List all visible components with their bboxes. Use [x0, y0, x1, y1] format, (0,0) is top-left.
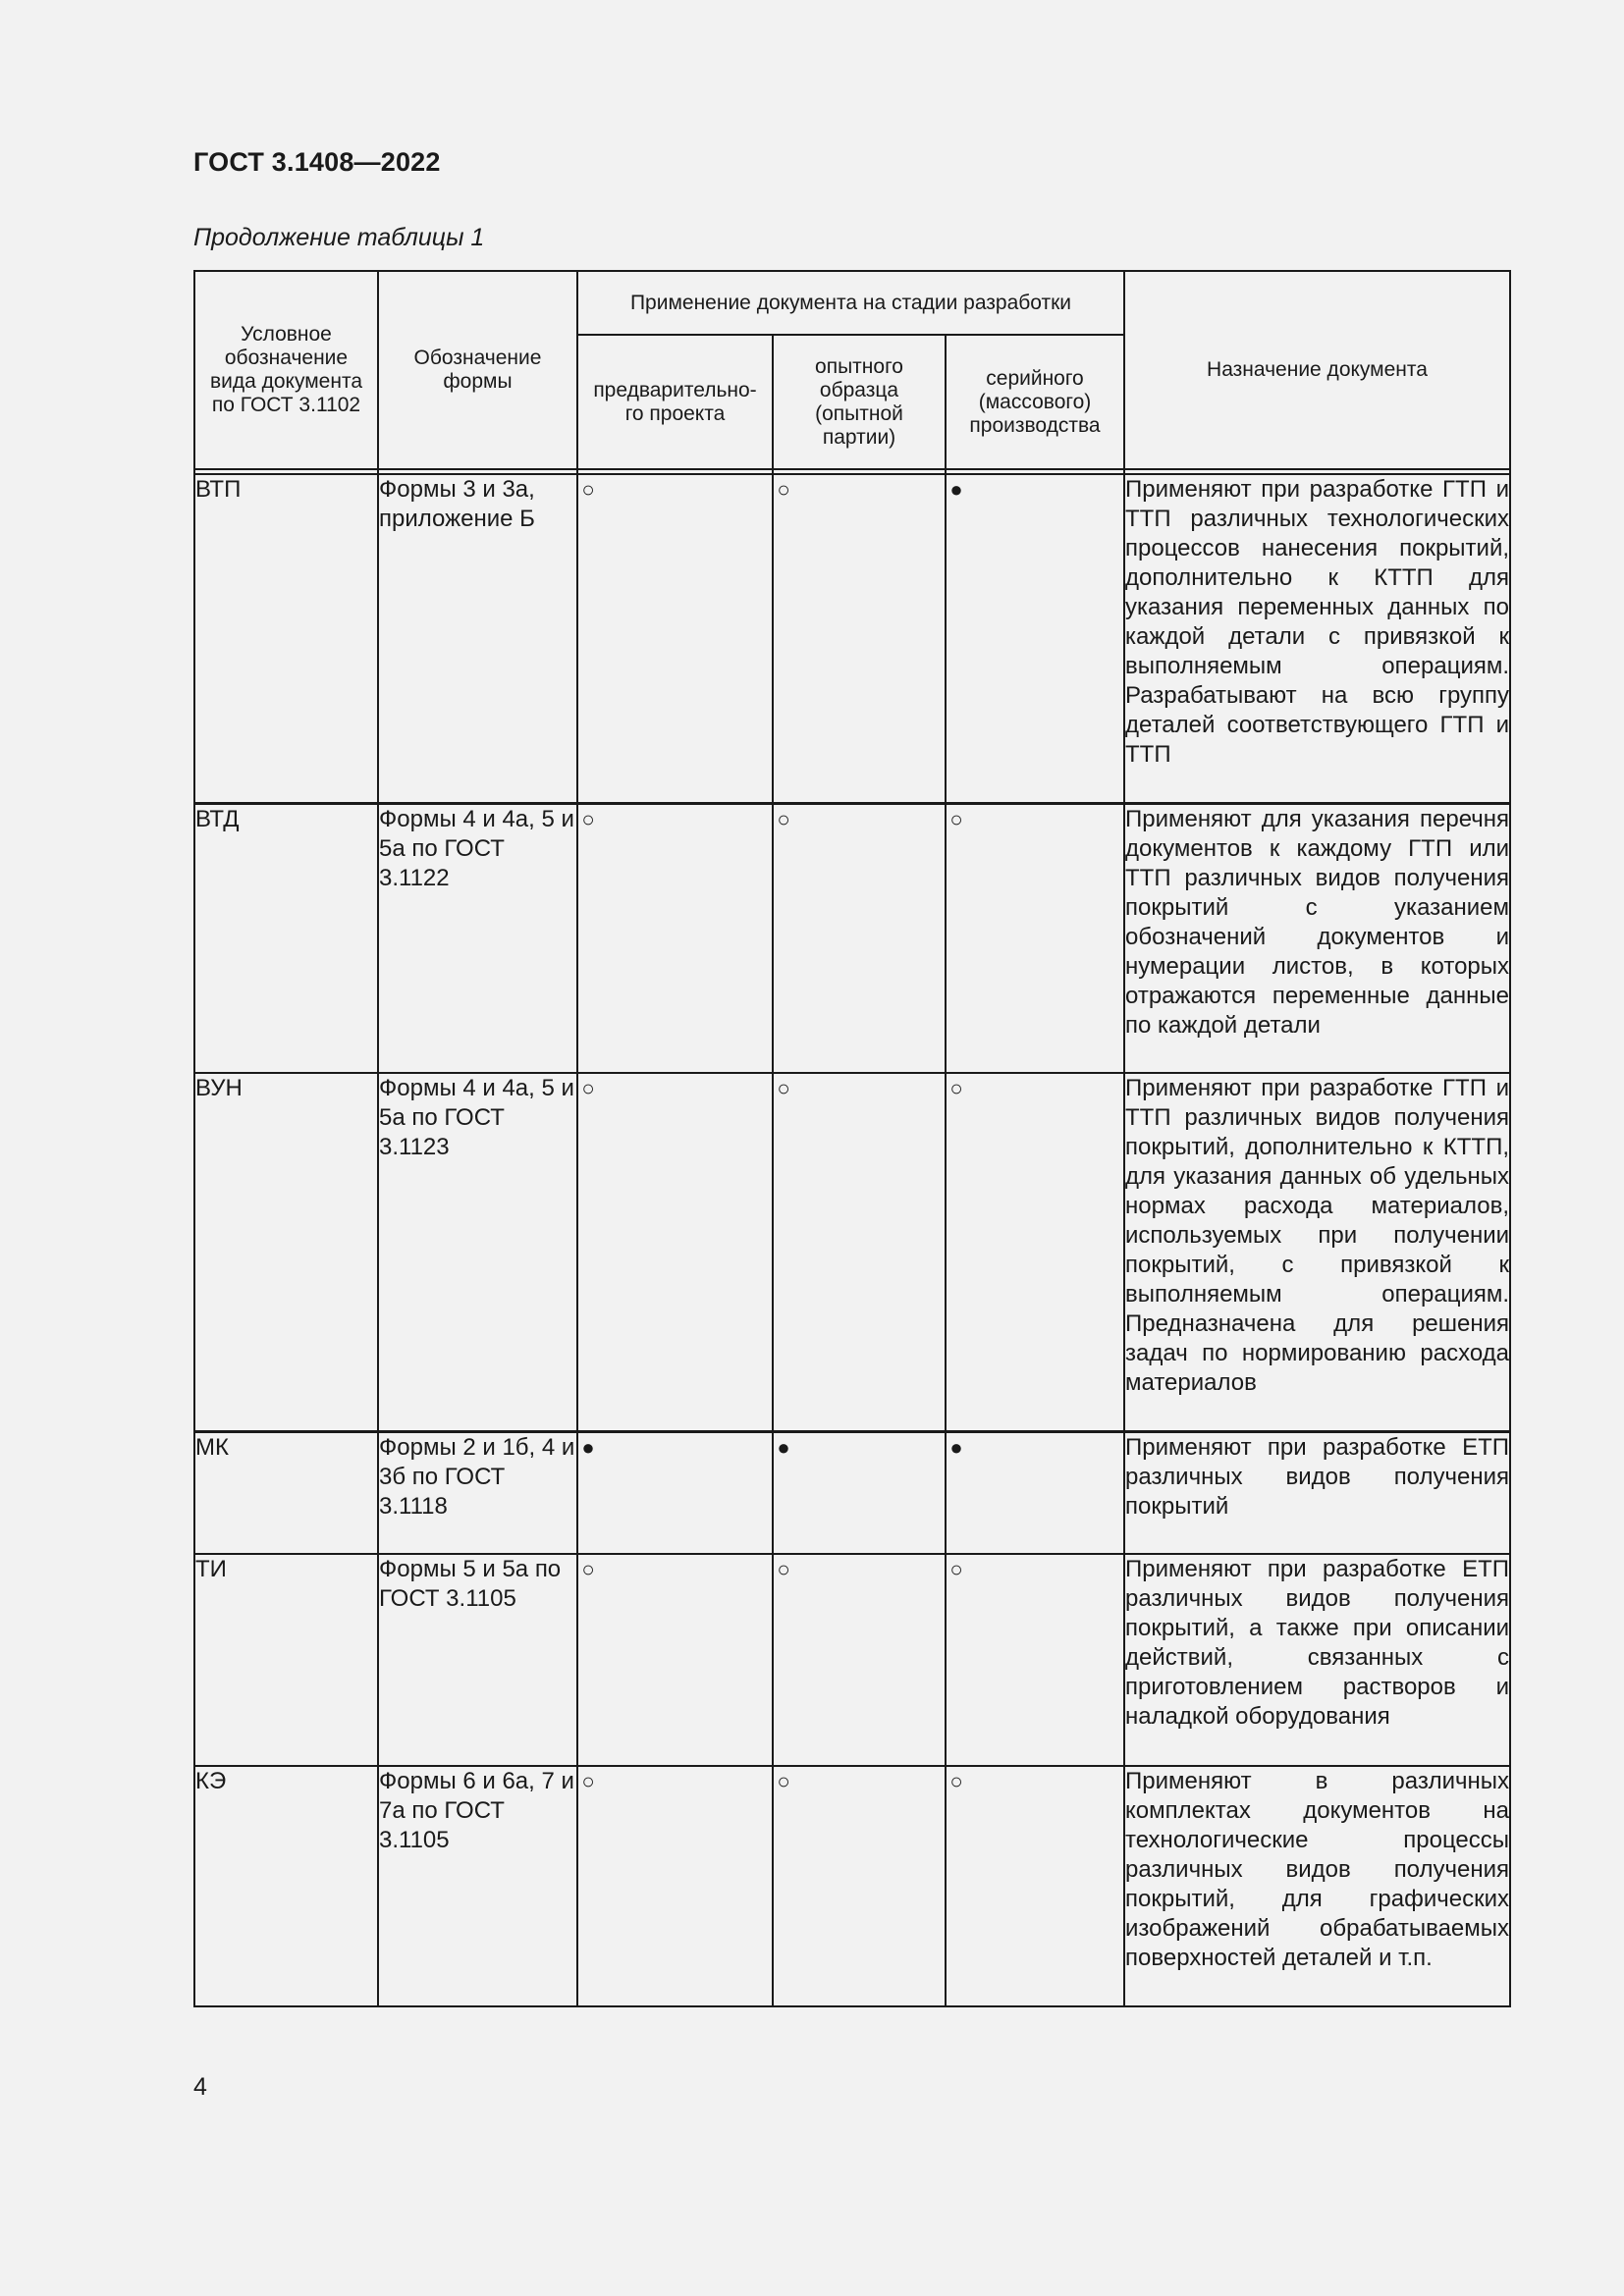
cell-stage-preliminary: [577, 1431, 773, 1554]
cell-stage-prototype: [773, 1554, 946, 1766]
cell-stage-serial: [946, 1073, 1124, 1431]
cell-stage-prototype: [773, 1766, 946, 2006]
mark-mandatory-icon: ●: [581, 1434, 595, 1460]
cell-stage-serial: [946, 1431, 1124, 1554]
cell-code: ВТД: [194, 803, 378, 1073]
cell-stage-preliminary: [577, 1766, 773, 2006]
col-header-stage-group: Применение документа на стадии разработки: [577, 271, 1124, 335]
cell-form: Формы 3 и 3а, приложение Б: [378, 474, 577, 803]
cell-stage-serial: [946, 803, 1124, 1073]
cell-code: ВТП: [194, 474, 378, 803]
mark-optional-icon: ○: [777, 1557, 790, 1581]
document-header: ГОСТ 3.1408—2022: [193, 147, 441, 177]
mark-mandatory-icon: ●: [949, 477, 963, 502]
mark-optional-icon: ○: [949, 1557, 963, 1581]
cell-form: Формы 4 и 4а, 5 и 5а по ГОСТ 3.1123: [378, 1073, 577, 1431]
mark-optional-icon: ○: [581, 806, 595, 831]
mark-optional-icon: ○: [777, 477, 790, 502]
cell-stage-prototype: [773, 1431, 946, 1554]
mark-optional-icon: ○: [777, 806, 790, 831]
col-header-stage-serial: серийного (массового) производства: [946, 335, 1124, 469]
mark-mandatory-icon: ●: [777, 1434, 790, 1460]
cell-stage-preliminary: [577, 1073, 773, 1431]
col-header-stage-preliminary: предварительно-го проекта: [577, 335, 773, 469]
cell-stage-prototype: [773, 474, 946, 803]
cell-stage-prototype: [773, 803, 946, 1073]
mark-optional-icon: ○: [949, 1076, 963, 1100]
cell-code: КЭ: [194, 1766, 378, 2006]
col-header-purpose: Назначение документа: [1124, 271, 1510, 469]
cell-stage-serial: [946, 474, 1124, 803]
mark-optional-icon: ○: [581, 1769, 595, 1793]
page-number: 4: [193, 2073, 207, 2101]
cell-purpose: Применяют при разработке ГТП и ТТП различных технологических процессов нанесения покрытий, дополнительно к КТТП для указания переменных данных по каждой детали с привязкой к выполняемым операциям. Разрабатывают на всю группу деталей соответствующего ГТП и ТТП: [1124, 474, 1510, 803]
mark-optional-icon: ○: [949, 1769, 963, 1793]
table-row: [194, 1554, 1510, 1766]
mark-optional-icon: ○: [581, 477, 595, 502]
col-header-form: Обозначение формы: [378, 271, 577, 469]
cell-purpose: Применяют при разработке ЕТП различных видов получения покрытий, а также при описании действий, связанных с приготовлением растворов и наладкой оборудования: [1124, 1554, 1510, 1766]
cell-stage-serial: [946, 1766, 1124, 2006]
documents-table: [193, 270, 1511, 2007]
cell-stage-preliminary: [577, 803, 773, 1073]
table-row: [194, 803, 1510, 1073]
mark-optional-icon: ○: [949, 806, 963, 831]
col-header-stage-prototype: опытного образца (опытной партии): [773, 335, 946, 469]
mark-optional-icon: ○: [777, 1769, 790, 1793]
cell-code: МК: [194, 1431, 378, 1554]
col-header-code: Условное обозначение вида документа по ГОСТ 3.1102: [194, 271, 378, 469]
table-caption: Продолжение таблицы 1: [193, 224, 485, 251]
cell-purpose: Применяют в различных комплектах документов на технологические процессы различных видов получения покрытий, для графических изображений обрабатываемых поверхностей деталей и т.п.: [1124, 1766, 1510, 2006]
table-row: [194, 474, 1510, 803]
cell-code: ВУН: [194, 1073, 378, 1431]
table-row: [194, 1766, 1510, 2006]
mark-optional-icon: ○: [581, 1076, 595, 1100]
cell-stage-serial: [946, 1554, 1124, 1766]
cell-purpose: Применяют при разработке ГТП и ТТП различных видов получения покрытий, дополнительно к КТТП, для указания данных об удельных нормах расхода материалов, используемых при получении покрытий, с привязкой к выполняемым операциям. Предназначена для решения задач по нормированию расхода материалов: [1124, 1073, 1510, 1431]
cell-stage-preliminary: [577, 474, 773, 803]
cell-form: Формы 6 и 6а, 7 и 7а по ГОСТ 3.1105: [378, 1766, 577, 2006]
cell-form: Формы 5 и 5а по ГОСТ 3.1105: [378, 1554, 577, 1766]
mark-optional-icon: ○: [777, 1076, 790, 1100]
cell-code: ТИ: [194, 1554, 378, 1766]
cell-purpose: Применяют для указания перечня документов к каждому ГТП или ТТП различных видов получения покрытий с указанием обозначений документов и нумерации листов, в которых отражаются переменные данные по каждой детали: [1124, 803, 1510, 1073]
cell-form: Формы 4 и 4а, 5 и 5а по ГОСТ 3.1122: [378, 803, 577, 1073]
table-row: [194, 1431, 1510, 1554]
cell-purpose: Применяют при разработке ЕТП различных видов получения покрытий: [1124, 1431, 1510, 1554]
table-row: [194, 1073, 1510, 1431]
cell-stage-preliminary: [577, 1554, 773, 1766]
mark-mandatory-icon: ●: [949, 1434, 963, 1460]
cell-stage-prototype: [773, 1073, 946, 1431]
mark-optional-icon: ○: [581, 1557, 595, 1581]
cell-form: Формы 2 и 1б, 4 и 3б по ГОСТ 3.1118: [378, 1431, 577, 1554]
